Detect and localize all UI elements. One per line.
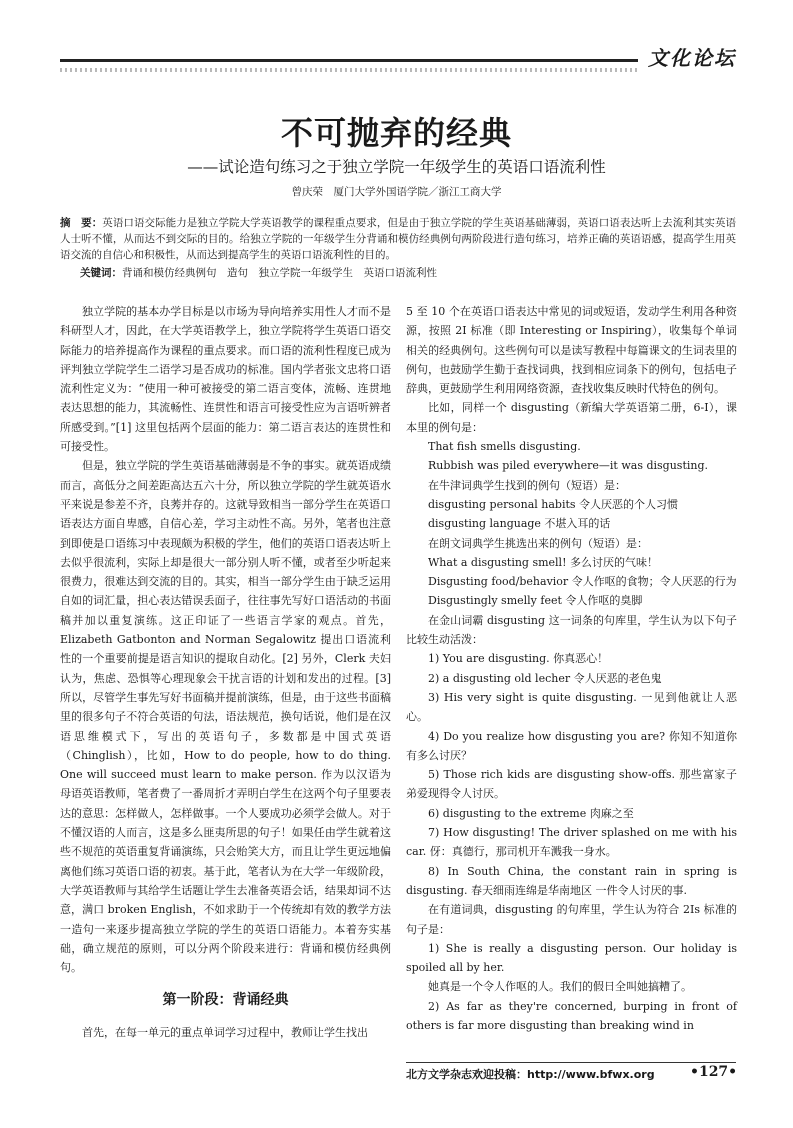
example-sentence: What a disgusting smell! 多么讨厌的气味！: [428, 555, 658, 569]
paragraph: 首先，在每一单元的重点单词学习过程中，教师让学生找出: [82, 1025, 368, 1039]
example-sentence: disgusting personal habits 令人厌恶的个人习惯: [428, 497, 679, 511]
keywords-text: 背诵和模仿经典例句 造句 独立学院一年级学生 英语口语流利性: [122, 267, 437, 279]
section-heading: 第一阶段：背诵经典: [162, 992, 289, 1009]
example-sentence: That fish smells disgusting.: [428, 440, 581, 454]
example-intro: 在朗文词典学生挑选出来的例句（短语）是：: [428, 536, 648, 550]
example-sentence: 6) disgusting to the extreme 肉麻之至: [428, 806, 634, 820]
example-sentence: Disgusting food/behavior 令人作呕的食物；令人厌恶的行为: [428, 575, 737, 589]
example-sentence: 1) You are disgusting. 你真恶心！: [428, 652, 609, 666]
abstract: [60, 215, 736, 263]
example-sentence: 7) How disgusting! The driver splashed on me with his car. 伢：真德行，那司机开车溅我一身水。: [406, 826, 737, 859]
example-sentence: Disgustingly smelly feet 令人作呕的臭脚: [428, 594, 643, 608]
paragraph: 5 至 10 个在英语口语表达中常见的词或短语，发动学生利用各种资源，按照 2I 标准（即 Interesting or Inspiring），收集每个单词相关的经典例句。这些例句可以是读写教程中每篇课文的生词表里的例句，也鼓励学生勤于查找词典，找到相应词条下的例句，包括电子辞典，更鼓励学生利用网络资源，查找收集反映时代特色的例句。: [406, 305, 737, 396]
example-sentence: disgusting language 不堪入耳的话: [428, 517, 611, 531]
example-intro: 在金山词霸 disgusting 这一词条的句库里，学生认为以下句子比较生动活泼：: [406, 613, 737, 647]
paragraph: 独立学院的基本办学目标是以市场为导向培养实用性人才而不是科研型人才，因此，在大学英语教学上，独立学院将学生英语口语交际能力的培养提高作为课程的重点要求。而口语的流利性程度已成为评判独立学院学生二语学习是否成功的标准。国内学者张文忠将口语流利性定义为：“使用一种可被接受的第二语言变体，流畅、连贯地表达思想的能力，其流畅性、连贯性和语言可接受性应为言语听辨者所感受到。”[1] 这里包括两个层面的能力：第二语言表达的连贯性和可接受性。: [60, 305, 391, 454]
example-sentence: 5) Those rich kids are disgusting show-offs. 那些富家子弟爱现得令人讨厌。: [406, 768, 737, 801]
example-sentence: 2) As far as they're concerned, burping in front of others is far more disgusting than breaking wind in: [406, 999, 737, 1032]
example-sentence: 她真是一个令人作呕的人。我们的假日全叫她搞糟了。: [428, 980, 692, 994]
author-line: 曾庆荣 厦门大学外国语学院／浙江工商大学: [291, 186, 502, 198]
paragraph: 但是，独立学院的学生英语基础薄弱是不争的事实。就英语成绩而言，高低分之间差距高达五六十分，所以独立学院的学生就英语水平来说是参差不齐，良莠并存的。这就导致相当一部分学生在英语口语表达方面自卑感，自信心差，学习主动性不高。另外，笔者也注意到即使是口语练习中表现颇为积极的学生，他们的英语口语表达听上去似乎很流利，实际上却是很大一部分别人听不懂，或者至少听起来很费力，很难达到交流的目的。其实，相当一部分学生由于缺乏运用自如的词汇量，担心表达错误丢面子，往往事先写好口语活动的书面稿并加以重复演练。这正印证了一些语言学家的观点。首先，Elizabeth Gatbonton and Norman Segalowitz 提出口语流利性的一个重要前提是语言知识的提取自动化。[2] 另外，Clerk 夫妇认为，焦虑、恐惧等心理现象会干扰言语的计划和发出的过程。[3] 所以，尽管学生事先写好书面稿并提前演练，但是，由于这些书面稿里的很多句子不符合英语的句法，语法规范，换句话说，他们是在汉语思维模式下，写出的英语句子，多数都是中国式英语（Chinglish），比如，How to do people, how to do thing. One will succeed must learn to make person. 作为以汉语为母语英语教师，笔者费了一番周折才弄明白学生在这两个句子里要表达的意思：怎样做人，怎样做事。一个人要成功必须学会做人。对于不懂汉语的人而言，这是多么匪夷所思的句子！如果任由学生就着这些不规范的英语重复背诵演练，只会贻笑大方，而且让学生更远地偏离他们练习英语口语的初衷。基于此，笔者认为在大学一年级阶段，大学英语教师与其给学生话题让学生去准备英语会话，结果却词不达意，满口 broken English，不如求助于一个传统却有效的教学方法一造句一来逐步提高独立学院的学生的英语口语能力。本着夯实基础，确立规范的原则，可以分两个阶段来进行：背诵和模仿经典例句。: [60, 459, 391, 975]
page-number: •127•: [690, 1064, 738, 1080]
example-intro: 在有道词典，disgusting 的句库里，学生认为符合 2Is 标准的句子是：: [406, 903, 737, 936]
abstract-label: 摘 要：: [60, 217, 103, 229]
section-label: 文化论坛: [648, 46, 736, 70]
header-decorative-band: [60, 68, 638, 72]
abstract-text: 英语口语交际能力是独立学院大学英语教学的课程重点要求，但是由于独立学院的学生英语基础薄弱，英语口语表达听上去流利其实英语人士听不懂，从而达不到交际的目的。给独立学院的一年级学生分背诵和模仿经典例句两阶段进行造句练习，培养正确的英语语感，提高学生用英语交流的自信心和积极性，从而达到提高学生的英语口语流利性的目的。: [60, 217, 737, 261]
keywords-label: 关键词：: [80, 267, 122, 279]
example-sentence: 8) In South China, the constant rain in spring is disgusting. 春天细雨连绵是华南地区 一件令人讨厌的事.: [406, 864, 737, 897]
example-sentence: Rubbish was piled everywhere—it was disgusting.: [428, 459, 709, 473]
header-rule: [60, 59, 638, 62]
paragraph: 比如，同样一个 disgusting（新编大学英语第二册，6-I），课本里的例句是：: [406, 401, 737, 434]
example-intro: 在牛津词典学生找到的例句（短语）是：: [428, 478, 626, 492]
example-sentence: 1) She is really a disgusting person. Our holiday is spoiled all by her.: [406, 941, 737, 975]
right-column: [406, 302, 737, 1035]
example-sentence: 3) His very sight is quite disgusting. 一见到他就让人恶心。: [406, 690, 737, 724]
article-subtitle: ——试论造句练习之于独立学院一年级学生的英语口语流利性: [187, 158, 606, 176]
left-column: [60, 302, 391, 1042]
footer-rule: [406, 1062, 736, 1063]
article-title: 不可抛弃的经典: [280, 114, 512, 152]
keywords: [80, 265, 736, 281]
example-sentence: 4) Do you realize how disgusting you are? 你知不知道你有多么讨厌？: [406, 729, 737, 762]
footer-submission-note: 北方文学杂志欢迎投稿：http://www.bfwx.org: [406, 1068, 655, 1081]
example-sentence: 2) a disgusting old lecher 令人厌恶的老色鬼: [428, 671, 662, 685]
